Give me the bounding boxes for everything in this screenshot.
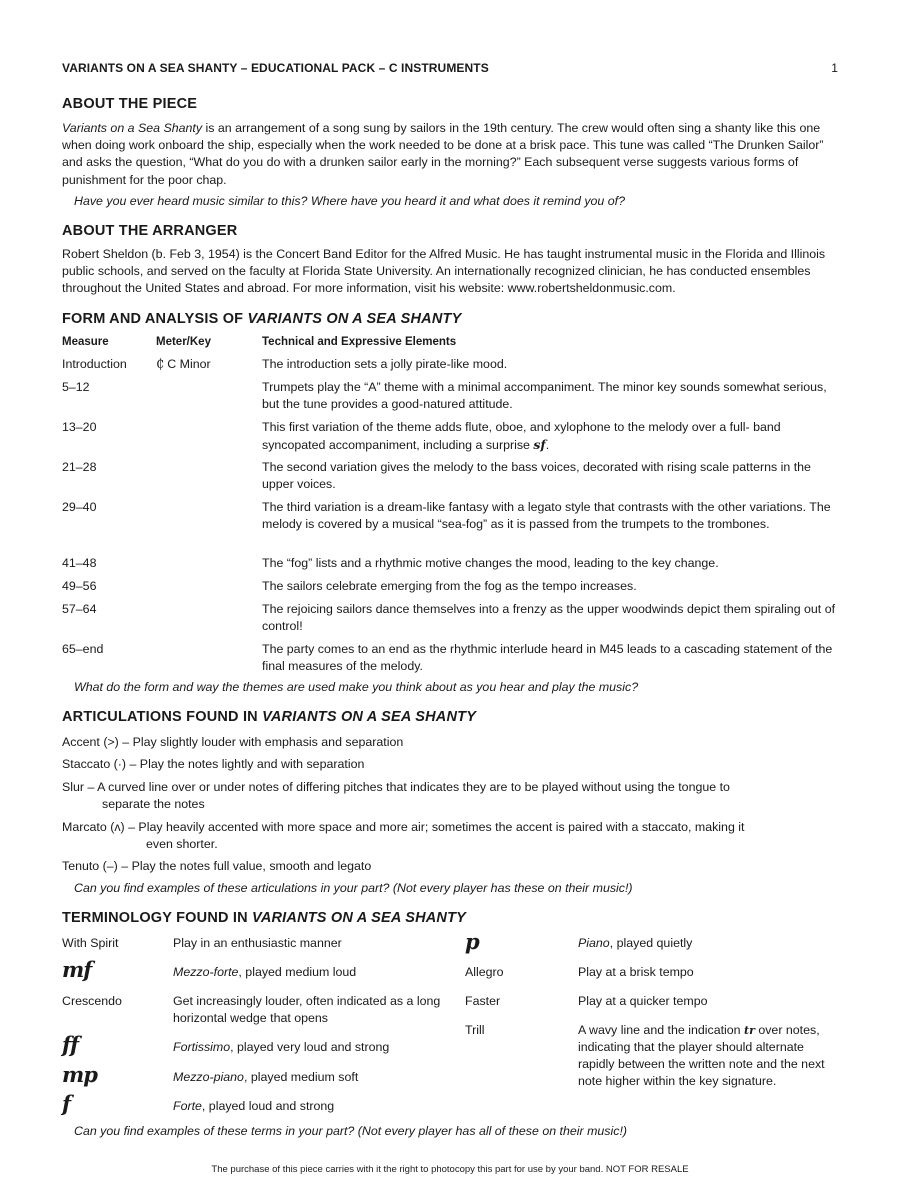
def-crescendo: Get increasingly louder, often indicated as a long horizontal wedge that opens [173, 994, 441, 1025]
def-mp-italic: Mezzo-piano [173, 1070, 244, 1084]
term-crescendo: Crescendo [62, 994, 122, 1008]
element-cell: The second variation gives the melody to the bass voices, decorated with rising scale patterns in the upper voices. [262, 460, 811, 491]
tenuto-item: Tenuto (–) – Play the notes full value, smooth and legato [62, 859, 372, 873]
def-ff-italic: Fortissimo [173, 1040, 231, 1054]
element-text-end: . [545, 438, 550, 452]
page-number: 1 [831, 61, 838, 75]
measure-cell: Introduction [62, 357, 127, 371]
def-mf-text: , played medium loud [238, 965, 357, 979]
def-trill [578, 1022, 840, 1090]
term-f: f [62, 1091, 71, 1116]
page-header [62, 61, 838, 75]
terminology-title-prefix: TERMINOLOGY FOUND IN [62, 910, 253, 926]
def-allegro: Play at a brisk tempo [578, 965, 694, 979]
about-piece-heading: ABOUT THE PIECE [62, 96, 198, 112]
def-trill-pre: A wavy line and the indication [578, 1023, 745, 1037]
measure-cell: 21–28 [62, 460, 97, 474]
def-p [578, 935, 840, 952]
term-p: p [465, 929, 479, 954]
about-arranger-heading: ABOUT THE ARRANGER [62, 223, 238, 239]
element-cell: The third variation is a dream-like fantasy with a legato style that contrasts with the other variations. The melody is covered by a musical “sea-fog” as it is passed from the trumpets to the trombones. [262, 500, 831, 531]
marcato-line-1: Marcato (ʌ) – Play heavily accented with more space and more air; sometimes the accent is paired with a staccato, making it [62, 820, 745, 834]
about-piece-text [62, 120, 838, 189]
about-arranger-text: Robert Sheldon (b. Feb 3, 1954) is the Concert Band Editor for the Alfred Music. He has taught instrumental music in the Florida and Illinois public schools, and served on the faculty at Florida State University. An internationally recognized clinician, he has conducted ensembles throughout the United States and abroad. For more information, visit his website: www.robertsheldonmusic.com. [62, 247, 826, 296]
form-title-italic: VARIANTS ON A SEA SHANTY [247, 311, 462, 327]
sf-symbol: sf [533, 437, 546, 452]
articulations-title-italic: VARIANTS ON A SEA SHANTY [262, 709, 477, 725]
element-cell: The introduction sets a jolly pirate-like mood. [262, 357, 508, 371]
form-question: What do the form and way the themes are used make you think about as you hear and play the music? [74, 680, 639, 694]
cut-time-symbol: ₵ [156, 357, 165, 372]
measure-cell: 41–48 [62, 556, 97, 570]
terminology-title-italic: VARIANTS ON A SEA SHANTY [252, 910, 467, 926]
articulations-title-prefix: ARTICULATIONS FOUND IN [62, 709, 263, 725]
def-ff-text: , played very loud and strong [230, 1040, 390, 1054]
def-with-spirit: Play in an enthusiastic manner [173, 936, 342, 950]
staccato-item: Staccato (·) – Play the notes lightly and with separation [62, 757, 365, 771]
def-ff [173, 1039, 453, 1056]
col-measure-header: Measure [62, 336, 109, 348]
element-cell: The party comes to an end as the rhythmic interlude heard in M45 leads to a cascading statement of the final measures of the melody. [262, 642, 833, 673]
marcato-item [62, 819, 838, 853]
meter-key-cell [156, 356, 211, 373]
def-trill-text: over notes, indicating that the player should alternate rapidly between the written note and the next note higher within the key signature. [578, 1023, 825, 1088]
key-text: C Minor [167, 357, 211, 371]
slur-line-1: Slur – A curved line over or under notes of differing pitches that indicates they are to be played without using the tongue to [62, 780, 730, 794]
about-piece-question: Have you ever heard music similar to this? Where have you heard it and what does it remind you of? [74, 194, 625, 208]
measure-cell: 29–40 [62, 500, 97, 514]
term-faster: Faster [465, 994, 501, 1008]
term-allegro: Allegro [465, 965, 504, 979]
term-with-spirit: With Spirit [62, 936, 119, 950]
element-cell: The rejoicing sailors dance themselves into a frenzy as the upper woodwinds depict them spiraling out of control! [262, 602, 836, 633]
measure-cell: 5–12 [62, 380, 90, 394]
def-faster: Play at a quicker tempo [578, 994, 708, 1008]
page-footer: The purchase of this piece carries with it the right to photocopy this part for use by your band. NOT FOR RESALE [211, 1164, 689, 1175]
measure-cell: 49–56 [62, 579, 97, 593]
def-f-text: , played loud and strong [201, 1099, 335, 1113]
about-piece-body: is an arrangement of a song sung by sailors in the 19th century. The crew would often sing a shanty like this one when doing work onboard the ship, especially when the work needed to be done at a brisk pace. This tune was called “The Drunken Sailor” and asks the question, “What do you do with a drunken sailor early in the morning?” Each subsequent verse suggests various forms of punishment for the poor chap. [62, 121, 824, 187]
slur-line-2: separate the notes [102, 797, 205, 811]
term-ff: ff [62, 1032, 79, 1057]
def-f-italic: Forte [173, 1099, 202, 1113]
terminology-heading [62, 910, 466, 926]
trill-symbol: tr [744, 1024, 755, 1037]
document-page [62, 0, 838, 1200]
def-p-italic: Piano [578, 936, 610, 950]
term-mf: mf [62, 957, 92, 982]
def-mp [173, 1069, 453, 1086]
header-title: VARIANTS ON A SEA SHANTY – EDUCATIONAL PACK – C INSTRUMENTS [62, 61, 489, 75]
measure-cell: 13–20 [62, 420, 97, 434]
measure-cell: 57–64 [62, 602, 97, 616]
slur-item [62, 779, 838, 813]
measure-cell: 65–end [62, 642, 104, 656]
element-cell: Trumpets play the “A” theme with a minimal accompaniment. The minor key sounds somewhat serious, but the tune provides a good-natured attitude. [262, 380, 827, 411]
def-mp-text: , played medium soft [243, 1070, 359, 1084]
element-cell: The “fog” lists and a rhythmic motive changes the mood, leading to the key change. [262, 556, 719, 570]
def-mf-italic: Mezzo-forte [173, 965, 239, 979]
term-mp: mp [62, 1062, 97, 1087]
terminology-question: Can you find examples of these terms in your part? (Not every player has all of these on their music!) [74, 1124, 628, 1138]
def-p-text: , played quietly [609, 936, 693, 950]
col-meter-header: Meter/Key [156, 336, 211, 348]
form-title-prefix: FORM AND ANALYSIS OF [62, 311, 248, 327]
element-cell: The sailors celebrate emerging from the fog as the tempo increases. [262, 579, 637, 593]
def-mf [173, 964, 453, 981]
articulations-question: Can you find examples of these articulations in your part? (Not every player has these on their music!) [74, 881, 633, 895]
col-elements-header: Technical and Expressive Elements [262, 336, 457, 348]
def-f [173, 1098, 453, 1115]
marcato-line-2: even shorter. [146, 837, 218, 851]
piece-title-italic: Variants on a Sea Shanty [62, 121, 203, 135]
form-analysis-heading [62, 311, 461, 327]
element-cell [262, 419, 840, 454]
articulations-heading [62, 709, 476, 725]
term-trill: Trill [465, 1023, 485, 1037]
element-text: This first variation of the theme adds flute, oboe, and xylophone to the melody over a full- band syncopated accompaniment, including a surprise [262, 420, 781, 452]
accent-item: Accent (>) – Play slightly louder with emphasis and separation [62, 735, 404, 749]
